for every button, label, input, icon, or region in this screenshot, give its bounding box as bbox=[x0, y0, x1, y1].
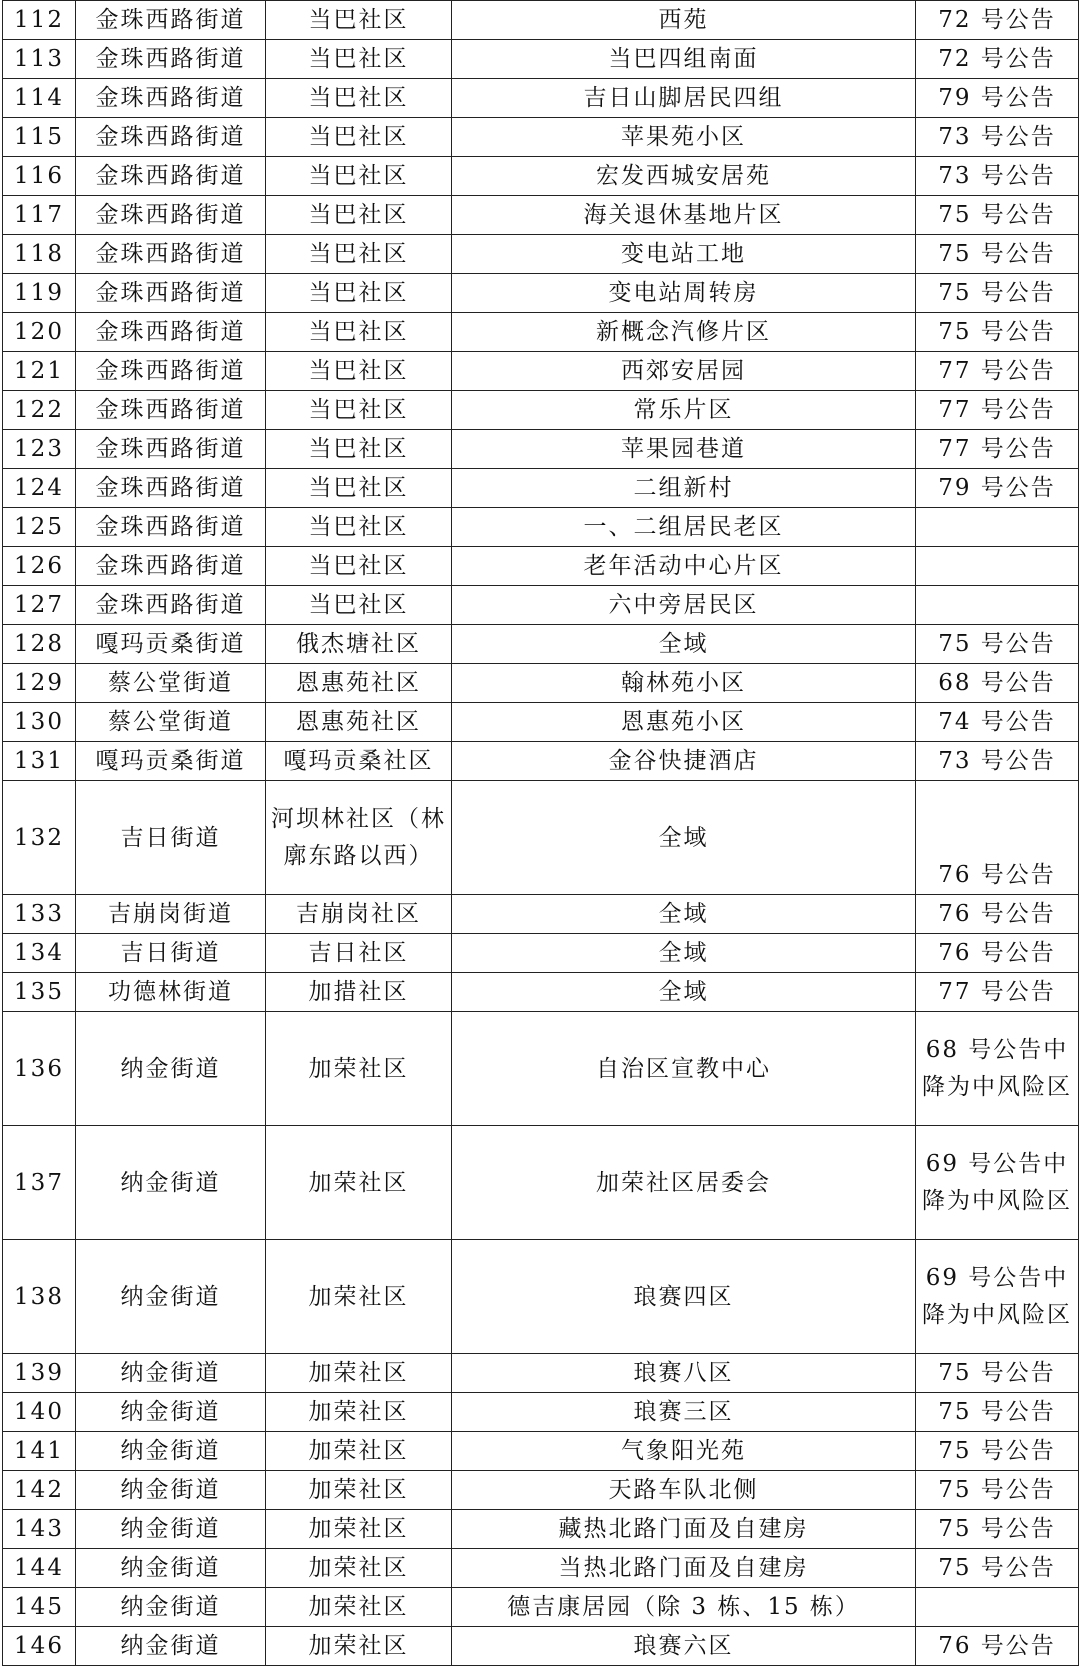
note-cell: 76 号公告 bbox=[916, 895, 1079, 934]
location-cell: 全域 bbox=[452, 973, 916, 1012]
note-cell: 77 号公告 bbox=[916, 973, 1079, 1012]
community-cell: 河坝林社区（林廓东路以西） bbox=[266, 781, 452, 895]
row-number: 123 bbox=[3, 430, 76, 469]
community-cell: 当巴社区 bbox=[266, 1, 452, 40]
row-number: 115 bbox=[3, 118, 76, 157]
risk-area-table bbox=[2, 0, 1079, 1666]
location-cell: 一、二组居民老区 bbox=[452, 508, 916, 547]
table-row bbox=[3, 895, 1079, 934]
location-cell: 翰林苑小区 bbox=[452, 664, 916, 703]
street-cell: 纳金街道 bbox=[76, 1240, 266, 1354]
note-cell: 77 号公告 bbox=[916, 430, 1079, 469]
note-cell: 76 号公告 bbox=[916, 1627, 1079, 1666]
table-body bbox=[3, 1, 1079, 1666]
note-cell: 79 号公告 bbox=[916, 469, 1079, 508]
community-cell: 加荣社区 bbox=[266, 1126, 452, 1240]
table-row bbox=[3, 1510, 1079, 1549]
note-cell: 69 号公告中降为中风险区 bbox=[916, 1240, 1079, 1354]
row-number: 136 bbox=[3, 1012, 76, 1126]
location-cell: 六中旁居民区 bbox=[452, 586, 916, 625]
note-cell: 75 号公告 bbox=[916, 1393, 1079, 1432]
community-cell: 当巴社区 bbox=[266, 118, 452, 157]
note-cell bbox=[916, 1588, 1079, 1627]
row-number: 132 bbox=[3, 781, 76, 895]
location-cell: 二组新村 bbox=[452, 469, 916, 508]
row-number: 112 bbox=[3, 1, 76, 40]
row-number: 145 bbox=[3, 1588, 76, 1627]
street-cell: 金珠西路街道 bbox=[76, 313, 266, 352]
table-row bbox=[3, 508, 1079, 547]
note-cell: 73 号公告 bbox=[916, 157, 1079, 196]
community-cell: 当巴社区 bbox=[266, 547, 452, 586]
row-number: 116 bbox=[3, 157, 76, 196]
community-cell: 吉日社区 bbox=[266, 934, 452, 973]
location-cell: 金谷快捷酒店 bbox=[452, 742, 916, 781]
community-cell: 加荣社区 bbox=[266, 1432, 452, 1471]
community-cell: 当巴社区 bbox=[266, 391, 452, 430]
community-cell: 当巴社区 bbox=[266, 352, 452, 391]
location-cell: 恩惠苑小区 bbox=[452, 703, 916, 742]
community-cell: 加荣社区 bbox=[266, 1240, 452, 1354]
community-cell: 加荣社区 bbox=[266, 1549, 452, 1588]
note-cell: 73 号公告 bbox=[916, 118, 1079, 157]
location-cell: 琅赛八区 bbox=[452, 1354, 916, 1393]
note-cell: 75 号公告 bbox=[916, 313, 1079, 352]
community-cell: 俄杰塘社区 bbox=[266, 625, 452, 664]
note-cell: 76 号公告 bbox=[916, 934, 1079, 973]
note-cell: 79 号公告 bbox=[916, 79, 1079, 118]
table-row bbox=[3, 196, 1079, 235]
table-row bbox=[3, 1432, 1079, 1471]
community-cell: 嘎玛贡桑社区 bbox=[266, 742, 452, 781]
location-cell: 苹果苑小区 bbox=[452, 118, 916, 157]
table-row bbox=[3, 625, 1079, 664]
community-cell: 当巴社区 bbox=[266, 79, 452, 118]
street-cell: 纳金街道 bbox=[76, 1126, 266, 1240]
location-cell: 琅赛三区 bbox=[452, 1393, 916, 1432]
row-number: 129 bbox=[3, 664, 76, 703]
location-cell: 当巴四组南面 bbox=[452, 40, 916, 79]
street-cell: 金珠西路街道 bbox=[76, 40, 266, 79]
location-cell: 变电站周转房 bbox=[452, 274, 916, 313]
table-row bbox=[3, 79, 1079, 118]
note-cell: 69 号公告中降为中风险区 bbox=[916, 1126, 1079, 1240]
community-cell: 加荣社区 bbox=[266, 1471, 452, 1510]
row-number: 131 bbox=[3, 742, 76, 781]
note-cell: 75 号公告 bbox=[916, 196, 1079, 235]
row-number: 137 bbox=[3, 1126, 76, 1240]
table-row bbox=[3, 235, 1079, 274]
location-cell: 全域 bbox=[452, 625, 916, 664]
table-row bbox=[3, 352, 1079, 391]
note-cell: 68 号公告中降为中风险区 bbox=[916, 1012, 1079, 1126]
table-row bbox=[3, 547, 1079, 586]
community-cell: 当巴社区 bbox=[266, 469, 452, 508]
note-cell bbox=[916, 508, 1079, 547]
street-cell: 金珠西路街道 bbox=[76, 157, 266, 196]
community-cell: 加措社区 bbox=[266, 973, 452, 1012]
community-cell: 当巴社区 bbox=[266, 430, 452, 469]
community-cell: 加荣社区 bbox=[266, 1510, 452, 1549]
street-cell: 纳金街道 bbox=[76, 1588, 266, 1627]
location-cell: 西郊安居园 bbox=[452, 352, 916, 391]
street-cell: 纳金街道 bbox=[76, 1354, 266, 1393]
row-number: 127 bbox=[3, 586, 76, 625]
row-number: 114 bbox=[3, 79, 76, 118]
table-row bbox=[3, 1471, 1079, 1510]
location-cell: 德吉康居园（除 3 栋、15 栋） bbox=[452, 1588, 916, 1627]
table-row bbox=[3, 40, 1079, 79]
street-cell: 金珠西路街道 bbox=[76, 547, 266, 586]
street-cell: 功德林街道 bbox=[76, 973, 266, 1012]
table-row bbox=[3, 703, 1079, 742]
note-cell: 75 号公告 bbox=[916, 1471, 1079, 1510]
table-row bbox=[3, 781, 1079, 895]
location-cell: 变电站工地 bbox=[452, 235, 916, 274]
table-row bbox=[3, 1549, 1079, 1588]
row-number: 118 bbox=[3, 235, 76, 274]
location-cell: 加荣社区居委会 bbox=[452, 1126, 916, 1240]
location-cell: 西苑 bbox=[452, 1, 916, 40]
row-number: 138 bbox=[3, 1240, 76, 1354]
location-cell: 吉日山脚居民四组 bbox=[452, 79, 916, 118]
note-cell: 75 号公告 bbox=[916, 625, 1079, 664]
community-cell: 加荣社区 bbox=[266, 1354, 452, 1393]
location-cell: 气象阳光苑 bbox=[452, 1432, 916, 1471]
street-cell: 蔡公堂街道 bbox=[76, 703, 266, 742]
note-cell: 77 号公告 bbox=[916, 391, 1079, 430]
note-cell: 75 号公告 bbox=[916, 1510, 1079, 1549]
community-cell: 吉崩岗社区 bbox=[266, 895, 452, 934]
note-cell: 77 号公告 bbox=[916, 352, 1079, 391]
community-cell: 当巴社区 bbox=[266, 196, 452, 235]
location-cell: 海关退休基地片区 bbox=[452, 196, 916, 235]
street-cell: 纳金街道 bbox=[76, 1627, 266, 1666]
community-cell: 当巴社区 bbox=[266, 235, 452, 274]
location-cell: 苹果园巷道 bbox=[452, 430, 916, 469]
row-number: 130 bbox=[3, 703, 76, 742]
street-cell: 嘎玛贡桑街道 bbox=[76, 625, 266, 664]
table-row bbox=[3, 313, 1079, 352]
street-cell: 金珠西路街道 bbox=[76, 274, 266, 313]
row-number: 144 bbox=[3, 1549, 76, 1588]
note-cell: 75 号公告 bbox=[916, 235, 1079, 274]
table-row bbox=[3, 973, 1079, 1012]
row-number: 142 bbox=[3, 1471, 76, 1510]
community-cell: 当巴社区 bbox=[266, 40, 452, 79]
location-cell: 天路车队北侧 bbox=[452, 1471, 916, 1510]
row-number: 125 bbox=[3, 508, 76, 547]
row-number: 143 bbox=[3, 1510, 76, 1549]
row-number: 146 bbox=[3, 1627, 76, 1666]
row-number: 120 bbox=[3, 313, 76, 352]
table-row bbox=[3, 1393, 1079, 1432]
note-cell: 75 号公告 bbox=[916, 1432, 1079, 1471]
table-row bbox=[3, 586, 1079, 625]
street-cell: 金珠西路街道 bbox=[76, 118, 266, 157]
table-row bbox=[3, 1354, 1079, 1393]
location-cell: 琅赛六区 bbox=[452, 1627, 916, 1666]
street-cell: 纳金街道 bbox=[76, 1393, 266, 1432]
row-number: 128 bbox=[3, 625, 76, 664]
note-cell: 74 号公告 bbox=[916, 703, 1079, 742]
street-cell: 金珠西路街道 bbox=[76, 469, 266, 508]
table-row bbox=[3, 1588, 1079, 1627]
street-cell: 金珠西路街道 bbox=[76, 430, 266, 469]
street-cell: 纳金街道 bbox=[76, 1471, 266, 1510]
community-cell: 恩惠苑社区 bbox=[266, 703, 452, 742]
row-number: 135 bbox=[3, 973, 76, 1012]
location-cell: 全域 bbox=[452, 895, 916, 934]
table-row bbox=[3, 1240, 1079, 1354]
community-cell: 加荣社区 bbox=[266, 1012, 452, 1126]
table-row bbox=[3, 1627, 1079, 1666]
table-row bbox=[3, 934, 1079, 973]
note-cell: 72 号公告 bbox=[916, 40, 1079, 79]
row-number: 139 bbox=[3, 1354, 76, 1393]
street-cell: 金珠西路街道 bbox=[76, 508, 266, 547]
community-cell: 当巴社区 bbox=[266, 157, 452, 196]
table-row bbox=[3, 157, 1079, 196]
table-row bbox=[3, 742, 1079, 781]
table-row bbox=[3, 118, 1079, 157]
note-cell: 73 号公告 bbox=[916, 742, 1079, 781]
location-cell: 全域 bbox=[452, 934, 916, 973]
street-cell: 金珠西路街道 bbox=[76, 235, 266, 274]
row-number: 133 bbox=[3, 895, 76, 934]
row-number: 113 bbox=[3, 40, 76, 79]
location-cell: 新概念汽修片区 bbox=[452, 313, 916, 352]
row-number: 126 bbox=[3, 547, 76, 586]
street-cell: 金珠西路街道 bbox=[76, 1, 266, 40]
row-number: 121 bbox=[3, 352, 76, 391]
street-cell: 吉日街道 bbox=[76, 934, 266, 973]
street-cell: 金珠西路街道 bbox=[76, 79, 266, 118]
community-cell: 加荣社区 bbox=[266, 1393, 452, 1432]
table-row bbox=[3, 430, 1079, 469]
community-cell: 当巴社区 bbox=[266, 586, 452, 625]
street-cell: 金珠西路街道 bbox=[76, 586, 266, 625]
street-cell: 纳金街道 bbox=[76, 1012, 266, 1126]
street-cell: 纳金街道 bbox=[76, 1432, 266, 1471]
street-cell: 纳金街道 bbox=[76, 1549, 266, 1588]
community-cell: 当巴社区 bbox=[266, 508, 452, 547]
row-number: 141 bbox=[3, 1432, 76, 1471]
row-number: 124 bbox=[3, 469, 76, 508]
street-cell: 金珠西路街道 bbox=[76, 196, 266, 235]
community-cell: 加荣社区 bbox=[266, 1627, 452, 1666]
community-cell: 恩惠苑社区 bbox=[266, 664, 452, 703]
street-cell: 蔡公堂街道 bbox=[76, 664, 266, 703]
note-cell: 75 号公告 bbox=[916, 274, 1079, 313]
row-number: 122 bbox=[3, 391, 76, 430]
street-cell: 嘎玛贡桑街道 bbox=[76, 742, 266, 781]
note-cell: 75 号公告 bbox=[916, 1354, 1079, 1393]
street-cell: 金珠西路街道 bbox=[76, 391, 266, 430]
street-cell: 吉崩岗街道 bbox=[76, 895, 266, 934]
row-number: 119 bbox=[3, 274, 76, 313]
note-cell: 76 号公告 bbox=[916, 781, 1079, 895]
note-cell bbox=[916, 586, 1079, 625]
location-cell: 琅赛四区 bbox=[452, 1240, 916, 1354]
street-cell: 金珠西路街道 bbox=[76, 352, 266, 391]
location-cell: 藏热北路门面及自建房 bbox=[452, 1510, 916, 1549]
community-cell: 加荣社区 bbox=[266, 1588, 452, 1627]
note-cell: 75 号公告 bbox=[916, 1549, 1079, 1588]
street-cell: 纳金街道 bbox=[76, 1510, 266, 1549]
location-cell: 全域 bbox=[452, 781, 916, 895]
note-cell bbox=[916, 547, 1079, 586]
location-cell: 老年活动中心片区 bbox=[452, 547, 916, 586]
row-number: 134 bbox=[3, 934, 76, 973]
location-cell: 自治区宣教中心 bbox=[452, 1012, 916, 1126]
table-row bbox=[3, 391, 1079, 430]
row-number: 140 bbox=[3, 1393, 76, 1432]
row-number: 117 bbox=[3, 196, 76, 235]
table-row bbox=[3, 1126, 1079, 1240]
location-cell: 当热北路门面及自建房 bbox=[452, 1549, 916, 1588]
note-cell: 72 号公告 bbox=[916, 1, 1079, 40]
street-cell: 吉日街道 bbox=[76, 781, 266, 895]
table-row bbox=[3, 1012, 1079, 1126]
table-row bbox=[3, 469, 1079, 508]
table-row bbox=[3, 1, 1079, 40]
note-cell: 68 号公告 bbox=[916, 664, 1079, 703]
location-cell: 宏发西城安居苑 bbox=[452, 157, 916, 196]
community-cell: 当巴社区 bbox=[266, 274, 452, 313]
table-row bbox=[3, 274, 1079, 313]
community-cell: 当巴社区 bbox=[266, 313, 452, 352]
location-cell: 常乐片区 bbox=[452, 391, 916, 430]
table-row bbox=[3, 664, 1079, 703]
